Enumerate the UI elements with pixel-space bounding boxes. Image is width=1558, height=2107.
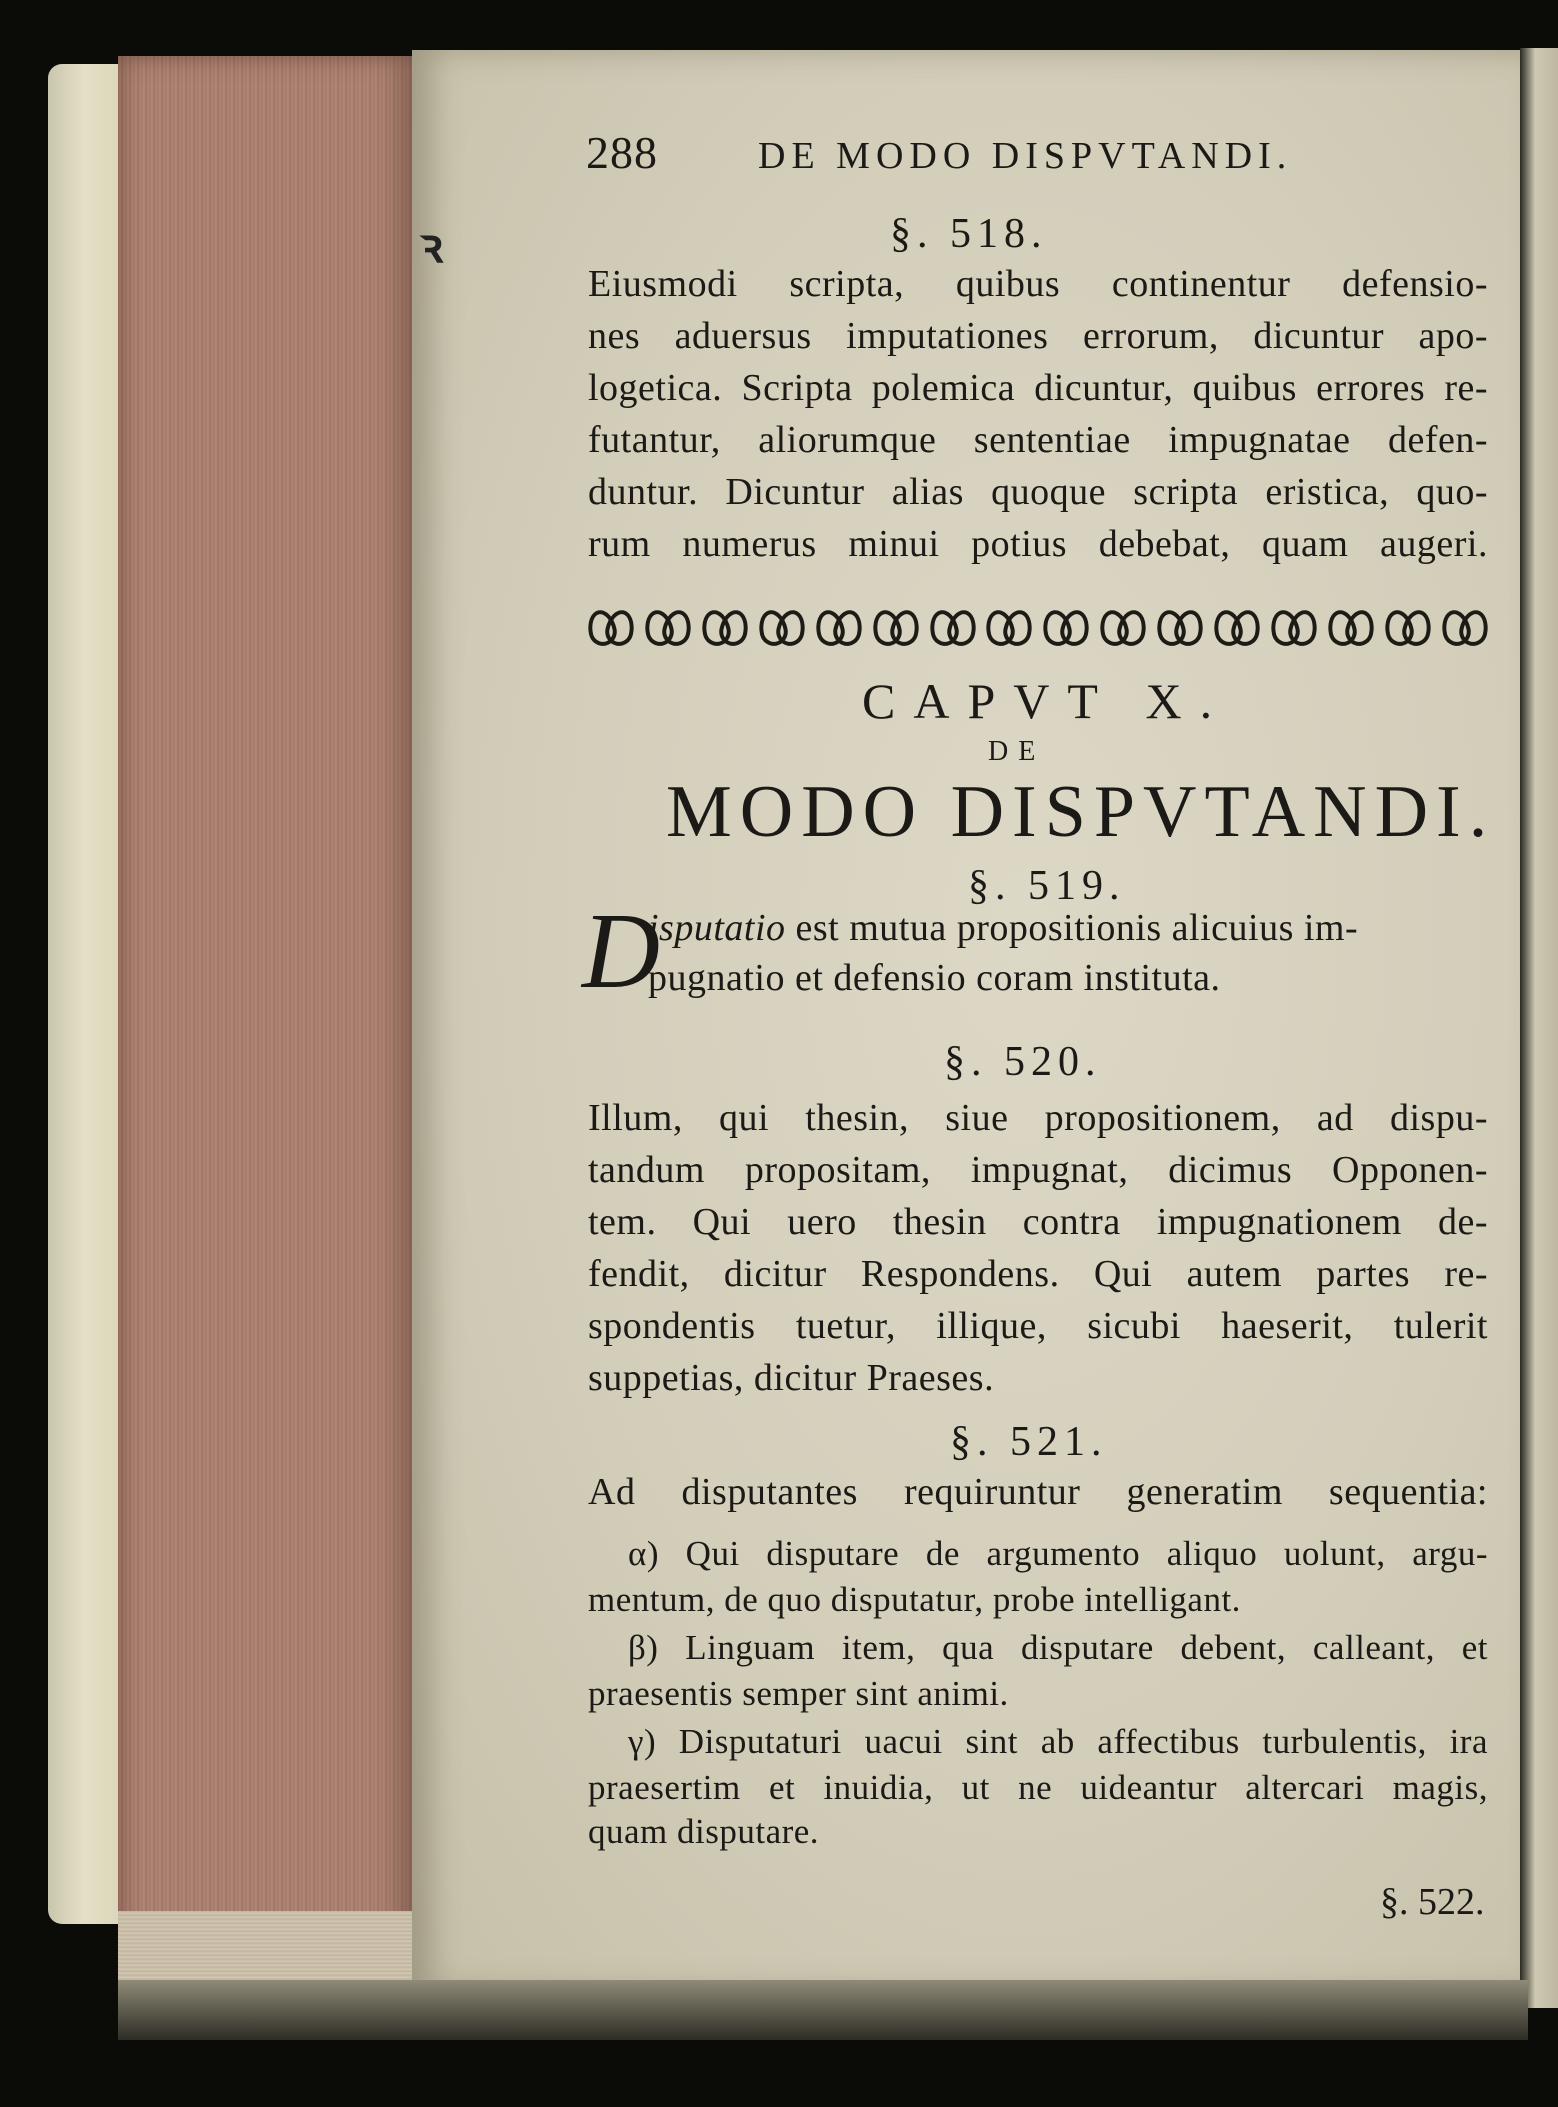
ornament-knot-icon xyxy=(816,606,862,644)
ornament-knot-icon xyxy=(1157,606,1203,644)
ornament-knot-icon xyxy=(1385,606,1431,644)
section-number-521: §. 521. xyxy=(950,1419,1108,1465)
running-head: DE MODO DISPVTANDI. xyxy=(758,135,1293,177)
ornament-knot-icon xyxy=(645,606,691,644)
list-item-line: quam disputare. xyxy=(588,1812,820,1851)
section-number-518: §. 518. xyxy=(890,211,1048,257)
catchword: §. 522. xyxy=(1380,1881,1485,1923)
margin-mark: ꝛ xyxy=(420,220,443,273)
list-item-line: α) Qui disputare de argumento aliquo uolunt, argu- xyxy=(628,1534,1488,1573)
ornament-knot-icon xyxy=(873,606,919,644)
ornament-knot-icon xyxy=(1271,606,1317,644)
list-item-line: praesertim et inuidia, ut ne uideantur altercari magis, xyxy=(588,1768,1488,1807)
text-line: tandum propositam, impugnat, dicimus Opponen- xyxy=(588,1149,1488,1191)
ornament-knot-icon xyxy=(702,606,748,644)
ornament-knot-icon xyxy=(1043,606,1089,644)
text-line: spondentis tuetur, illique, sicubi haeserit, tulerit xyxy=(588,1305,1488,1347)
chapter-number: CAPVT X. xyxy=(862,673,1231,729)
text-line: fendit, dicitur Respondens. Qui autem partes re- xyxy=(588,1253,1488,1295)
ornament-knot-icon xyxy=(588,606,634,644)
text-line: Illum, qui thesin, siue propositionem, ad dispu- xyxy=(588,1097,1488,1139)
section-number-519: §. 519. xyxy=(968,863,1126,909)
ornament-knot-icon xyxy=(930,606,976,644)
ornament-knot-icon xyxy=(1442,606,1488,644)
text-line: logetica. Scripta polemica dicuntur, quibus errores re- xyxy=(588,367,1488,409)
text-line: rum numerus minui potius debebat, quam augeri. xyxy=(588,523,1488,565)
ornament-knot-icon xyxy=(986,606,1032,644)
text-line: Ad disputantes requiruntur generatim sequentia: xyxy=(588,1471,1488,1513)
ornament-border xyxy=(588,600,1488,650)
section-number-520: §. 520. xyxy=(944,1039,1102,1085)
text-line: pugnatio et defensio coram instituta. xyxy=(648,957,1221,999)
list-item-line: mentum, de quo disputatur, probe intelligant. xyxy=(588,1580,1241,1619)
text-line: suppetias, dicitur Praeses. xyxy=(588,1357,995,1399)
ornament-knot-icon xyxy=(759,606,805,644)
text-line: Eiusmodi scripta, quibus continentur defensio- xyxy=(588,263,1488,305)
ornament-knot-icon xyxy=(1328,606,1374,644)
text-span: est mutua propositionis alicuius im- xyxy=(785,907,1359,949)
italic-term: isputatio xyxy=(648,907,786,949)
ornament-knot-icon xyxy=(1100,606,1146,644)
text-line: nes aduersus imputationes errorum, dicuntur apo- xyxy=(588,315,1488,357)
chapter-de: DE xyxy=(988,736,1046,767)
text-line xyxy=(648,906,1358,950)
drop-cap: D xyxy=(582,892,660,1011)
page-number: 288 xyxy=(586,127,658,178)
list-item-line: γ) Disputaturi uacui sint ab affectibus turbulentis, ira xyxy=(628,1722,1488,1761)
text-line: tem. Qui uero thesin contra impugnationem de- xyxy=(588,1201,1488,1243)
list-item-line: β) Linguam item, qua disputare debent, calleant, et xyxy=(628,1628,1488,1667)
list-item-line: praesentis semper sint animi. xyxy=(588,1674,1009,1713)
ornament-knot-icon xyxy=(1214,606,1260,644)
chapter-title: MODO DISPVTANDI. xyxy=(666,771,1496,853)
text-line: futantur, aliorumque sententiae impugnatae defen- xyxy=(588,419,1488,461)
text-line: duntur. Dicuntur alias quoque scripta eristica, quo- xyxy=(588,471,1488,513)
